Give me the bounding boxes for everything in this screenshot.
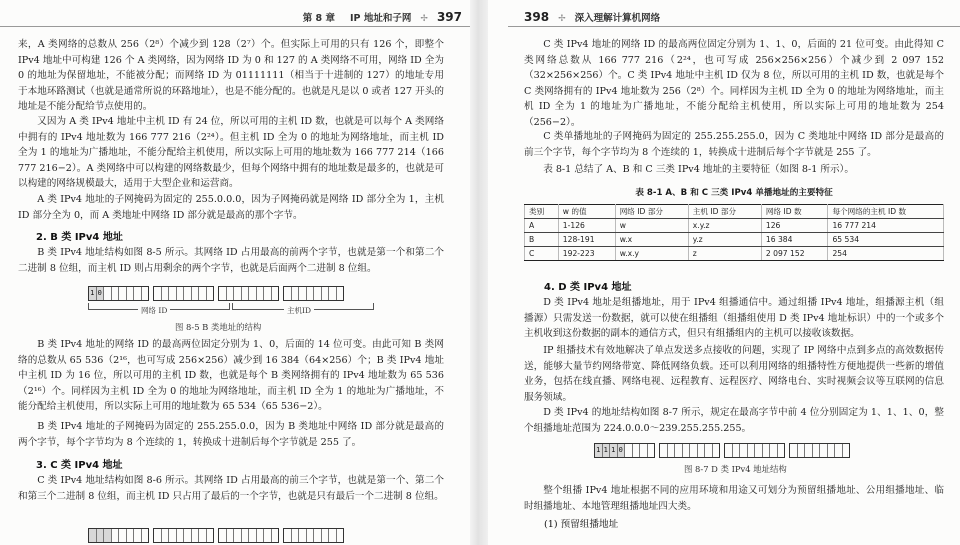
figure-8-5-diagram — [88, 286, 344, 301]
table-cell: C — [525, 247, 559, 261]
paragraph-c-intro: C 类 IPv4 地址结构如图 8-6 所示。其网络 ID 占用最高的前三个字节，也就是第一个、第二个和第三个二进制 8 位组，而主机 ID 只占用了最后的一个字节，也就是只有最后一个二进制 8 位组。 — [18, 475, 444, 502]
heading-class-d: 4. D 类 IPv4 地址 — [544, 282, 632, 293]
table-cell: A — [525, 219, 559, 233]
chapter-title: IP 地址和子网 — [350, 13, 412, 24]
table-row — [525, 247, 944, 261]
book-gutter — [470, 0, 488, 545]
bit-cell: 1 — [595, 444, 603, 457]
paragraph-a-mask: A 类 IPv4 地址的子网掩码为固定的 255.0.0.0，因为子网掩码就是网络 ID 部分全为 1，主机 ID 部分全为 0，而 A 类地址中网络 ID 部分就是最高的那个字节。 — [18, 194, 444, 221]
table-row — [525, 219, 944, 233]
table-cell: 126 — [761, 219, 828, 233]
figure-8-7-caption: 图 8-7 D 类 IPv4 地址结构 — [684, 464, 787, 474]
bit-cell — [625, 444, 633, 457]
table-cell: 192-223 — [558, 247, 615, 261]
byte-3 — [724, 443, 785, 458]
paragraph-a-intro: 来，A 类网络的总数从 256（2⁸）个减少到 128（2⁷）个。但实际上可用的只有 126 个，即整个 IPv4 地址中可构建 126 个 A 类网络，因为网络 ID 为 0 和 127 的 A 类网络不可用，网络 ID 全为 0 的地址为保留地址，不能被分配；而网络 ID 为 01111111（相当于十进制的 127）的地址专用于本地环路测试（也就是通常所说的环路地址），也是不能分配的。也就是凡是以 0 或者 127 开头的地址是不能分配给节点使用的。 — [18, 39, 444, 112]
bit-cell — [640, 444, 648, 457]
paragraph-c-mask: C 类单播地址的子网掩码为固定的 255.255.255.0，因为 C 类地址中网络 ID 部分是最高的前三个字节，每个字节均为 8 个连续的 1，转换成十进制后每个字节就是 255 了。 — [524, 131, 944, 158]
bit-cell — [112, 287, 120, 300]
paragraph-table-ref: 表 8-1 总结了 A、B 和 C 三类 IPv4 地址的主要特征（如图 8-1 所示）。 — [543, 164, 854, 175]
paragraph-d-struct: D 类 IPv4 的地址结构如图 8-7 所示，规定在最高字节中前 4 位分别固定为 1、1、1、0，整个组播地址范围为 224.0.0.0～239.255.255.255。 — [524, 407, 944, 434]
table-cell: B — [525, 233, 559, 247]
bit-cell — [648, 444, 655, 457]
bit-cell — [142, 287, 149, 300]
table-cell: y.z — [688, 233, 761, 247]
table-cell: 2 097 152 — [761, 247, 828, 261]
bit-cell: 1 — [89, 287, 97, 300]
paragraph-b-net: B 类 IPv4 地址的网络 ID 的最高两位固定分别为 1、0，后面的 14 位可变。由此可知 B 类网络的总数从 65 536（2¹⁶，也可写成 256×256）减少到 16 384（64×256）个；B 类 IPv4 地址中主机 ID 为 16 位，所以可用的主机 ID 数，也就是每个 B 类网络拥有的 IPv4 地址数为 65 536（2¹⁶）个。同样因为主机 ID 全为 0 的地址为网络地址，而主机 ID 全为 1 的地址为广播地址，不能分配给主机使用，所以实际上可用的地址数为 65 534（65 536−2）。 — [18, 339, 444, 412]
ornament-icon: ✢ — [420, 14, 428, 24]
table-cell: 16 777 214 — [828, 219, 944, 233]
table-cell: w.x — [615, 233, 688, 247]
bit-cell — [104, 287, 112, 300]
table-cell: x.y.z — [688, 219, 761, 233]
paragraph-a-hosts: 又因为 A 类 IPv4 地址中主机 ID 有 24 位，所以可用的主机 ID 数，也就是可以每个 A 类网络中拥有的 IPv4 地址数为 166 777 216（2²⁴）。但主机 ID 全为 0 的地址为网络地址，而主机 ID 全为 1 的地址为广播地址，不能分配给主机使用，所以实际上可用的地址数为 166 777 214（166 777 216−2）。A 类网络中可以构建的网络数最少，但每个网络中拥有的地址数是最多的，也就是可以构建的网络规模最大，适用于大型企业和运营商。 — [18, 116, 444, 189]
table-cell: w — [615, 219, 688, 233]
bit-cell: 0 — [618, 444, 626, 457]
table-cell: 16 384 — [761, 233, 828, 247]
table-cell: 128-191 — [558, 233, 615, 247]
paragraph-b-mask: B 类 IPv4 地址的子网掩码为固定的 255.255.0.0，因为 B 类地址中网络 ID 部分就是最高的两个字节，每个字节均为 8 个连续的 1，转换成十进制后每个字节就是 255 了。 — [18, 421, 444, 448]
byte-3 — [218, 286, 279, 301]
col-header: 主机 ID 部分 — [688, 205, 761, 219]
paragraph-d-intro: D 类 IPv4 地址是组播地址，用于 IPv4 组播通信中。通过组播 IPv4 地址，组播源主机（组播源）只需发送一份数据，就可以使在组播组（组播组使用 D 类 IPv4 地址标识）中的一个或多个主机收到这份数据的副本的通信方式，但只有组播组内的主机可以接收该数据。 — [524, 297, 944, 339]
heading-class-b: 2. B 类 IPv4 地址 — [36, 232, 123, 243]
byte-4 — [283, 286, 344, 301]
paragraph-b-intro: B 类 IPv4 地址结构如图 8-5 所示。其网络 ID 占用最高的前两个字节，也就是第一个和第二个二进制 8 位组，而主机 ID 则占用剩余的两个字节，也就是后面两个二进制 8 位组。 — [18, 247, 444, 274]
figure-8-6-diagram-partial — [88, 528, 344, 543]
figure-8-7-diagram — [594, 443, 850, 458]
col-header: 网络 ID 部分 — [615, 205, 688, 219]
bit-cell — [119, 287, 127, 300]
col-header: 网络 ID 数 — [761, 205, 828, 219]
col-header: 类别 — [525, 205, 559, 219]
table-cell: w.x.y — [615, 247, 688, 261]
bit-cell: 0 — [97, 287, 105, 300]
left-running-head — [303, 10, 462, 24]
paragraph-c-net: C 类 IPv4 地址的网络 ID 的最高两位固定分别为 1、1、0，后面的 21 位可变。由此得知 C 类网络总数从 166 777 216（2²⁴，也可写成 256×256×256）个减少到 2 097 152（32×256×256）个。C 类 IPv4 地址中主机 ID 仅为 8 位，所以可用的主机 ID 数，也就是每个 C 类网络拥有的 IPv4 地址数为 256（2⁸）个。同样因为主机 ID 全为 0 的地址为网络地址，而主机 ID 全为 1 的地址为广播地址，不能分配给主机使用，所以实际上可用的地址数为 254（256−2）。 — [524, 39, 944, 128]
header-rule — [0, 26, 470, 27]
paragraph-d-tech: IP 组播技术有效地解决了单点发送多点接收的问题，实现了 IP 网络中点到多点的高效数据传送，能够大量节约网络带宽、降低网络负载。还可以利用网络的组播特性方便地提供一些新的增值业务，包括在线直播、网络电视、远程教育、远程医疗、网络电台、实时视频会议等互联网的信息服务领域。 — [524, 345, 944, 403]
bit-cell — [633, 444, 641, 457]
bit-cell — [134, 287, 142, 300]
table-header-row — [525, 205, 944, 219]
heading-class-c: 3. C 类 IPv4 地址 — [36, 460, 123, 471]
left-page — [0, 0, 470, 545]
bit-cell: 1 — [610, 444, 618, 457]
bit-cell — [127, 287, 135, 300]
table-8-1-caption: 表 8-1 A、B 和 C 三类 IPv4 单播地址的主要特征 — [635, 188, 833, 198]
table-cell: 1-126 — [558, 219, 615, 233]
byte-2 — [153, 286, 214, 301]
byte-4 — [789, 443, 850, 458]
page-number: 397 — [436, 10, 462, 24]
table-cell: z — [688, 247, 761, 261]
col-header: w 的值 — [558, 205, 615, 219]
paragraph-d-classes: 整个组播 IPv4 地址根据不同的应用环境和用途又可划分为预留组播地址、公用组播地址、临时组播地址、本地管理组播地址四大类。 — [524, 485, 944, 512]
ornament-icon: ✢ — [558, 14, 566, 24]
chapter-number: 第 8 章 — [302, 13, 335, 24]
table-cell: 254 — [828, 247, 944, 261]
byte-1 — [88, 286, 149, 301]
heading-reserved-multicast: (1) 预留组播地址 — [544, 519, 619, 530]
book-title: 深入理解计算机网络 — [574, 13, 661, 24]
table-cell: 65 534 — [828, 233, 944, 247]
col-header: 每个网络的主机 ID 数 — [828, 205, 944, 219]
byte-1 — [594, 443, 655, 458]
page-number: 398 — [524, 10, 550, 24]
bit-cell: 1 — [603, 444, 611, 457]
right-running-head — [524, 10, 660, 24]
right-page — [488, 0, 960, 545]
figure-8-5-caption: 图 8-5 B 类地址的结构 — [175, 322, 262, 332]
table-row — [525, 233, 944, 247]
table-8-1 — [524, 204, 944, 261]
byte-2 — [659, 443, 720, 458]
network-id-label: 网络 ID — [138, 305, 170, 316]
header-rule — [508, 26, 960, 27]
host-id-label: 主机ID — [284, 305, 314, 316]
